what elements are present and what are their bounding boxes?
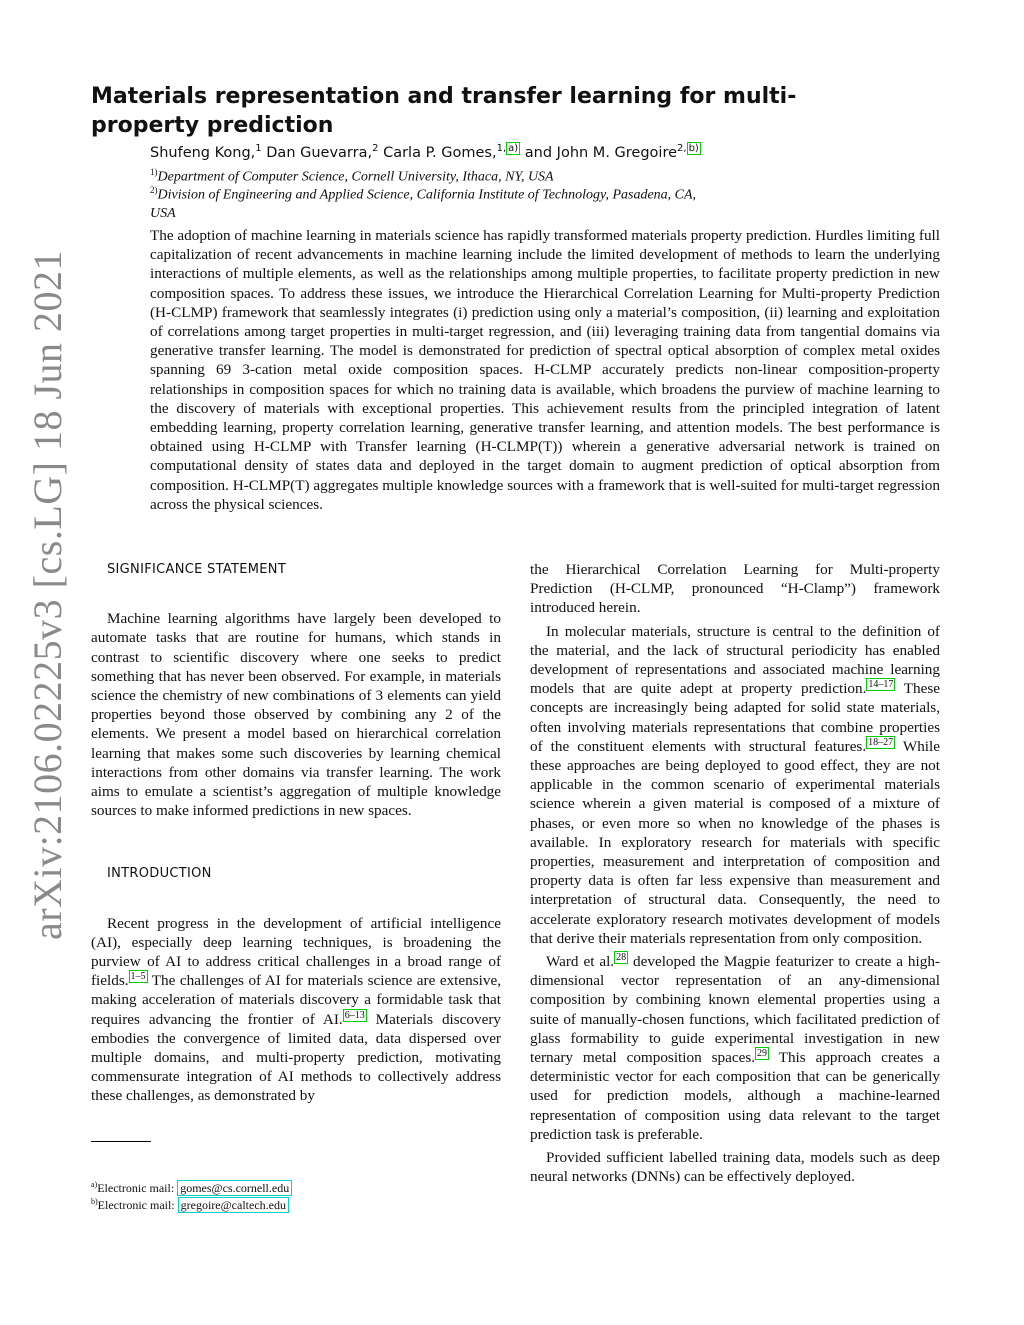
intro-paragraph-1-continued: the Hierarchical Correlation Learning for Multi-property Prediction (H-CLMP, pronounced “H-Clamp”) framework introduced herein. <box>530 561 940 617</box>
intro-paragraph-1 <box>91 914 501 1106</box>
section-heading-introduction: INTRODUCTION <box>107 866 212 882</box>
intro-paragraph-3 <box>530 952 940 1144</box>
affiliation-mark: 2) <box>150 185 158 195</box>
paragraph-text: The challenges of AI for materials science are extensive, making acceleration of materials discovery a formidable task that requires advancing the frontier of AI. <box>91 972 501 1028</box>
footnote-b <box>91 1195 289 1212</box>
citation-link[interactable]: 6–13 <box>344 1009 365 1021</box>
author-name: Dan Guevarra, <box>266 144 373 161</box>
email-link[interactable]: gregoire@caltech.edu <box>178 1197 289 1213</box>
paragraph-text: This approach creates a deterministic vector for each composition that can be generically used for prediction models, although a machine-learned representation of composition using data relevant to the target prediction task is preferable. <box>530 1049 940 1143</box>
affiliation-2 <box>150 181 696 223</box>
paragraph-text: Ward et al. <box>546 953 615 971</box>
citation-link[interactable]: 28 <box>616 952 627 963</box>
footnote-a <box>91 1178 292 1195</box>
paper-title: Materials representation and transfer learning for multi-property prediction <box>91 84 797 138</box>
footnote-link-a[interactable]: a) <box>508 143 519 154</box>
affiliation-text: Department of Computer Science, Cornell University, Ithaca, NY, USA <box>157 169 554 185</box>
intro-paragraph-2 <box>530 622 940 948</box>
paragraph-text: Materials discovery embodies the convergence of limited data, data dispersed over multiple domains, and multi-property prediction, motivating commensurate integration of AI methods to collectively address these challenges, as demonstrated by <box>91 1010 501 1105</box>
paragraph-text: developed the Magpie featurizer to create a high-dimensional vector representation of an any-dimensional composition by combining known elemental properties using a suite of manually-chosen functions, which facilitated prediction of glass formability to guide experimental investigation in new ternary metal composition spaces. <box>530 953 940 1067</box>
affiliation-mark: 2 <box>372 143 379 154</box>
affiliation-text: Division of Engineering and Applied Science, California Institute of Technology, Pasadena, CA, <box>157 187 697 203</box>
affiliation-mark: 1) <box>150 167 158 177</box>
paragraph-text: These concepts are increasingly being adapted for solid state materials, often involving materials representations that combine properties of the constituent elements with structural features. <box>530 680 940 755</box>
intro-paragraph-4: Provided sufficient labelled training data, models such as deep neural networks (DNNs) can be effectively deployed. <box>530 1149 940 1186</box>
footnote-mark: a) <box>91 1180 98 1189</box>
affiliation-mark: 1, <box>496 143 507 154</box>
significance-paragraph: Machine learning algorithms have largely been developed to automate tasks that are routine for humans, which stands in contrast to scientific discovery where one seeks to predict something that has never been observed. For example, in materials science the chemistry of new combinations of 3 elements can yield properties beyond those observed by combining any 2 of the elements. We present a model based on hierarchical correlation learning that makes some such discoveries by learning chemical interactions from other domains via transfer learning. The work aims to emulate a scientist’s aggregation of multiple knowledge sources to make informed predictions in new spaces. <box>91 610 501 820</box>
footnote-label: Electronic mail: <box>97 1198 178 1212</box>
left-column <box>91 560 501 1110</box>
footnote-divider <box>91 1141 151 1142</box>
email-link[interactable]: gomes@cs.cornell.edu <box>177 1180 292 1196</box>
right-column <box>530 560 940 1191</box>
author-name: John M. Gregoire <box>556 144 678 161</box>
paragraph-text: In molecular materials, structure is central to the definition of the material, and the lack of structural periodicity has enabled development of representations and associated machine learning models that are quite adept at property prediction. <box>530 622 940 698</box>
paragraph-text: Recent progress in the development of artificial intelligence (AI), especially deep learning techniques, is broadening the purview of AI to address critical challenges in a broad range of fields. <box>91 914 501 990</box>
citation-link[interactable]: 29 <box>757 1048 768 1060</box>
citation-link[interactable]: 18–27 <box>868 736 894 748</box>
author-name: Shufeng Kong, <box>150 144 256 161</box>
abstract: The adoption of machine learning in materials science has rapidly transformed materials property prediction. Hurdles limiting full capitalization of recent advancements in machine learning include the limited development of methods to learn the underlying interactions of multiple elements, as well as the relationships among multiple properties, to facilitate property prediction in new composition spaces. To address these issues, we introduce the Hierarchical Correlation Learning for Multi-property Prediction (H-CLMP) framework that seamlessly integrates (i) prediction using only a material’s composition, (ii) learning and exploitation of correlations among target properties in multi-target regression, and (iii) leveraging training data from tangential domains via generative transfer learning. The model is demonstrated for prediction of spectral optical absorption of complex metal oxides spanning 69 3-cation metal oxide composition spaces. H-CLMP accurately predicts non-linear composition-property relationships in composition spaces for which no training data is available, which broadens the purview of machine learning to the discovery of materials with exceptional properties. This achievement results from the principled integration of latent embedding learning, property correlation learning, generative transfer learning, and attention models. The best performance is obtained using H-CLMP with Transfer learning (H-CLMP(T)) wherein a generative adversarial network is trained on computational density of states data and deployed in the target domain to augment prediction of optical absorption from composition. H-CLMP(T) aggregates multiple knowledge sources with a framework that is well-suited for multi-target regression across the physical sciences. <box>150 227 940 513</box>
section-heading-significance: SIGNIFICANCE STATEMENT <box>107 562 287 577</box>
footnote-link-b[interactable]: b) <box>688 143 699 154</box>
citation-link[interactable]: 14–17 <box>868 679 894 691</box>
citation-link[interactable]: 1–5 <box>130 971 146 983</box>
author-name: Carla P. Gomes, <box>383 144 497 161</box>
affiliation-text-continued: USA <box>150 205 176 221</box>
paragraph-text: While these approaches are being deployed to good effect, they are not applicable in the common scenario of experimental materials science wherein a given material is composed of a mixture of phases, or even more so when no knowledge of the phases is available. In exploratory research for materials with specific properties, measurement and interpretation of composition and property data is often far less expensive than measurement and interpretation of structural data. Consequently, the need to accelerate exploratory research motivates development of models that derive their materials representation from only composition. <box>530 737 940 947</box>
affiliation-mark: 2, <box>677 143 687 154</box>
footnote-label: Electronic mail: <box>97 1181 178 1195</box>
footnote-mark: b) <box>91 1197 98 1206</box>
author-list <box>150 143 701 161</box>
affiliation-mark: 1 <box>255 143 262 154</box>
author-conjunction: and <box>524 144 553 161</box>
arxiv-identifier-stamp: arXiv:2106.02225v3 [cs.LG] 18 Jun 2021 <box>25 249 70 940</box>
